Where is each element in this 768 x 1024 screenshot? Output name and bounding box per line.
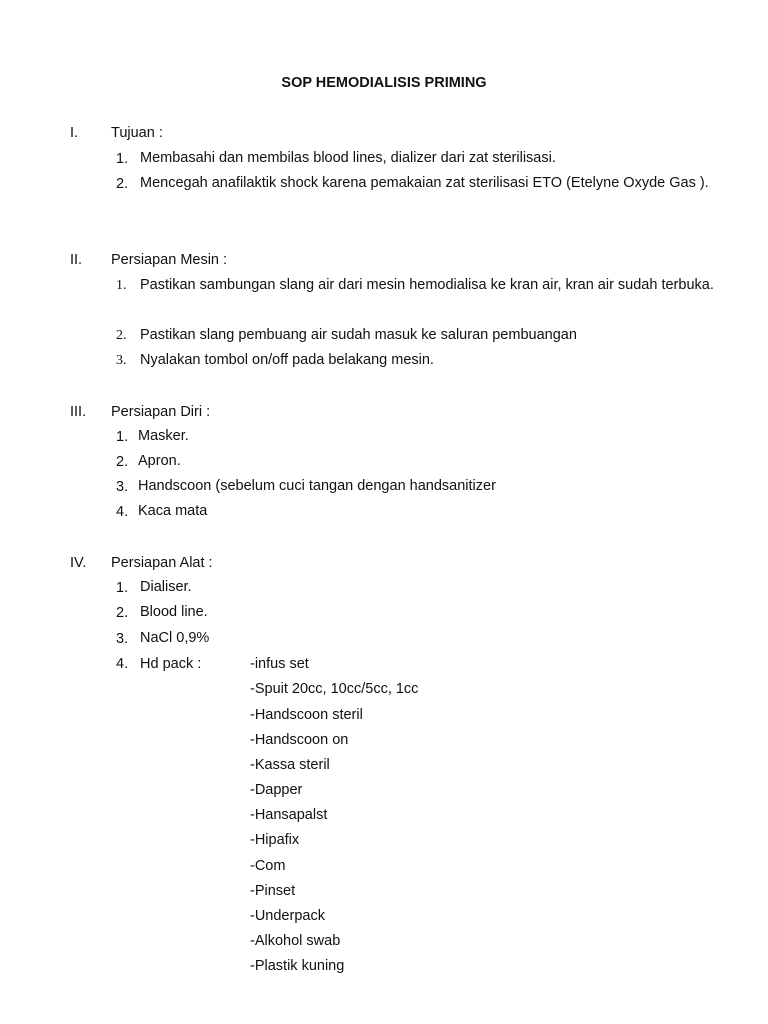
item-number: 3. (116, 631, 129, 647)
item-number: 2. (116, 454, 129, 470)
item-text: Masker. (138, 428, 189, 444)
item-number: 1. (116, 580, 129, 596)
section-number: I. (70, 125, 79, 141)
section-number: IV. (70, 555, 87, 571)
item-text: NaCl 0,9% (140, 630, 210, 646)
item-number: 2. (116, 605, 129, 621)
section-title: Persiapan Diri : (111, 404, 211, 420)
item-text: Membasahi dan membilas blood lines, dializer dari zat sterilisasi. (140, 150, 556, 166)
hd-pack-item: -Hansapalst (250, 807, 328, 823)
item-text: Mencegah anafilaktik shock karena pemakaian zat sterilisasi ETO (Etelyne Oxyde Gas ). (140, 175, 709, 191)
item-number: 1. (116, 151, 129, 167)
item-text: Hd pack : (140, 656, 202, 672)
item-number: 3. (116, 479, 129, 495)
item-number: 2. (116, 328, 127, 343)
item-number: 1. (116, 278, 127, 293)
hd-pack-item: -infus set (250, 656, 309, 672)
item-number: 4. (116, 656, 129, 672)
hd-pack-item: -Pinset (250, 883, 296, 899)
item-text: Kaca mata (138, 503, 208, 519)
item-text: Dialiser. (140, 579, 192, 595)
section-number: II. (70, 252, 83, 268)
section-title: Persiapan Alat : (111, 555, 213, 571)
hd-pack-item: -Handscoon on (250, 732, 349, 748)
hd-pack-item: -Spuit 20cc, 10cc/5cc, 1cc (250, 681, 419, 697)
hd-pack-item: -Handscoon steril (250, 707, 363, 723)
hd-pack-item: -Dapper (250, 782, 303, 798)
item-text: Handscoon (sebelum cuci tangan dengan handsanitizer (138, 478, 496, 494)
document-title: SOP HEMODIALISIS PRIMING (281, 75, 487, 91)
item-text: Blood line. (140, 604, 208, 620)
hd-pack-item: -Alkohol swab (250, 933, 341, 949)
hd-pack-item: -Underpack (250, 908, 325, 924)
item-text: Nyalakan tombol on/off pada belakang mesin. (140, 352, 434, 368)
item-number: 4. (116, 504, 129, 520)
item-text: Pastikan slang pembuang air sudah masuk ke saluran pembuangan (140, 327, 577, 343)
item-number: 2. (116, 176, 129, 192)
section-title: Tujuan : (111, 125, 163, 141)
item-number: 3. (116, 353, 127, 368)
item-text: Pastikan sambungan slang air dari mesin hemodialisa ke kran air, kran air sudah terbuka. (140, 277, 714, 293)
hd-pack-item: -Plastik kuning (250, 958, 345, 974)
item-text: Apron. (138, 453, 181, 469)
hd-pack-item: -Kassa steril (250, 757, 330, 773)
hd-pack-item: -Hipafix (250, 832, 300, 848)
section-title: Persiapan Mesin : (111, 252, 228, 268)
item-number: 1. (116, 429, 129, 445)
hd-pack-item: -Com (250, 858, 286, 874)
section-number: III. (70, 404, 87, 420)
